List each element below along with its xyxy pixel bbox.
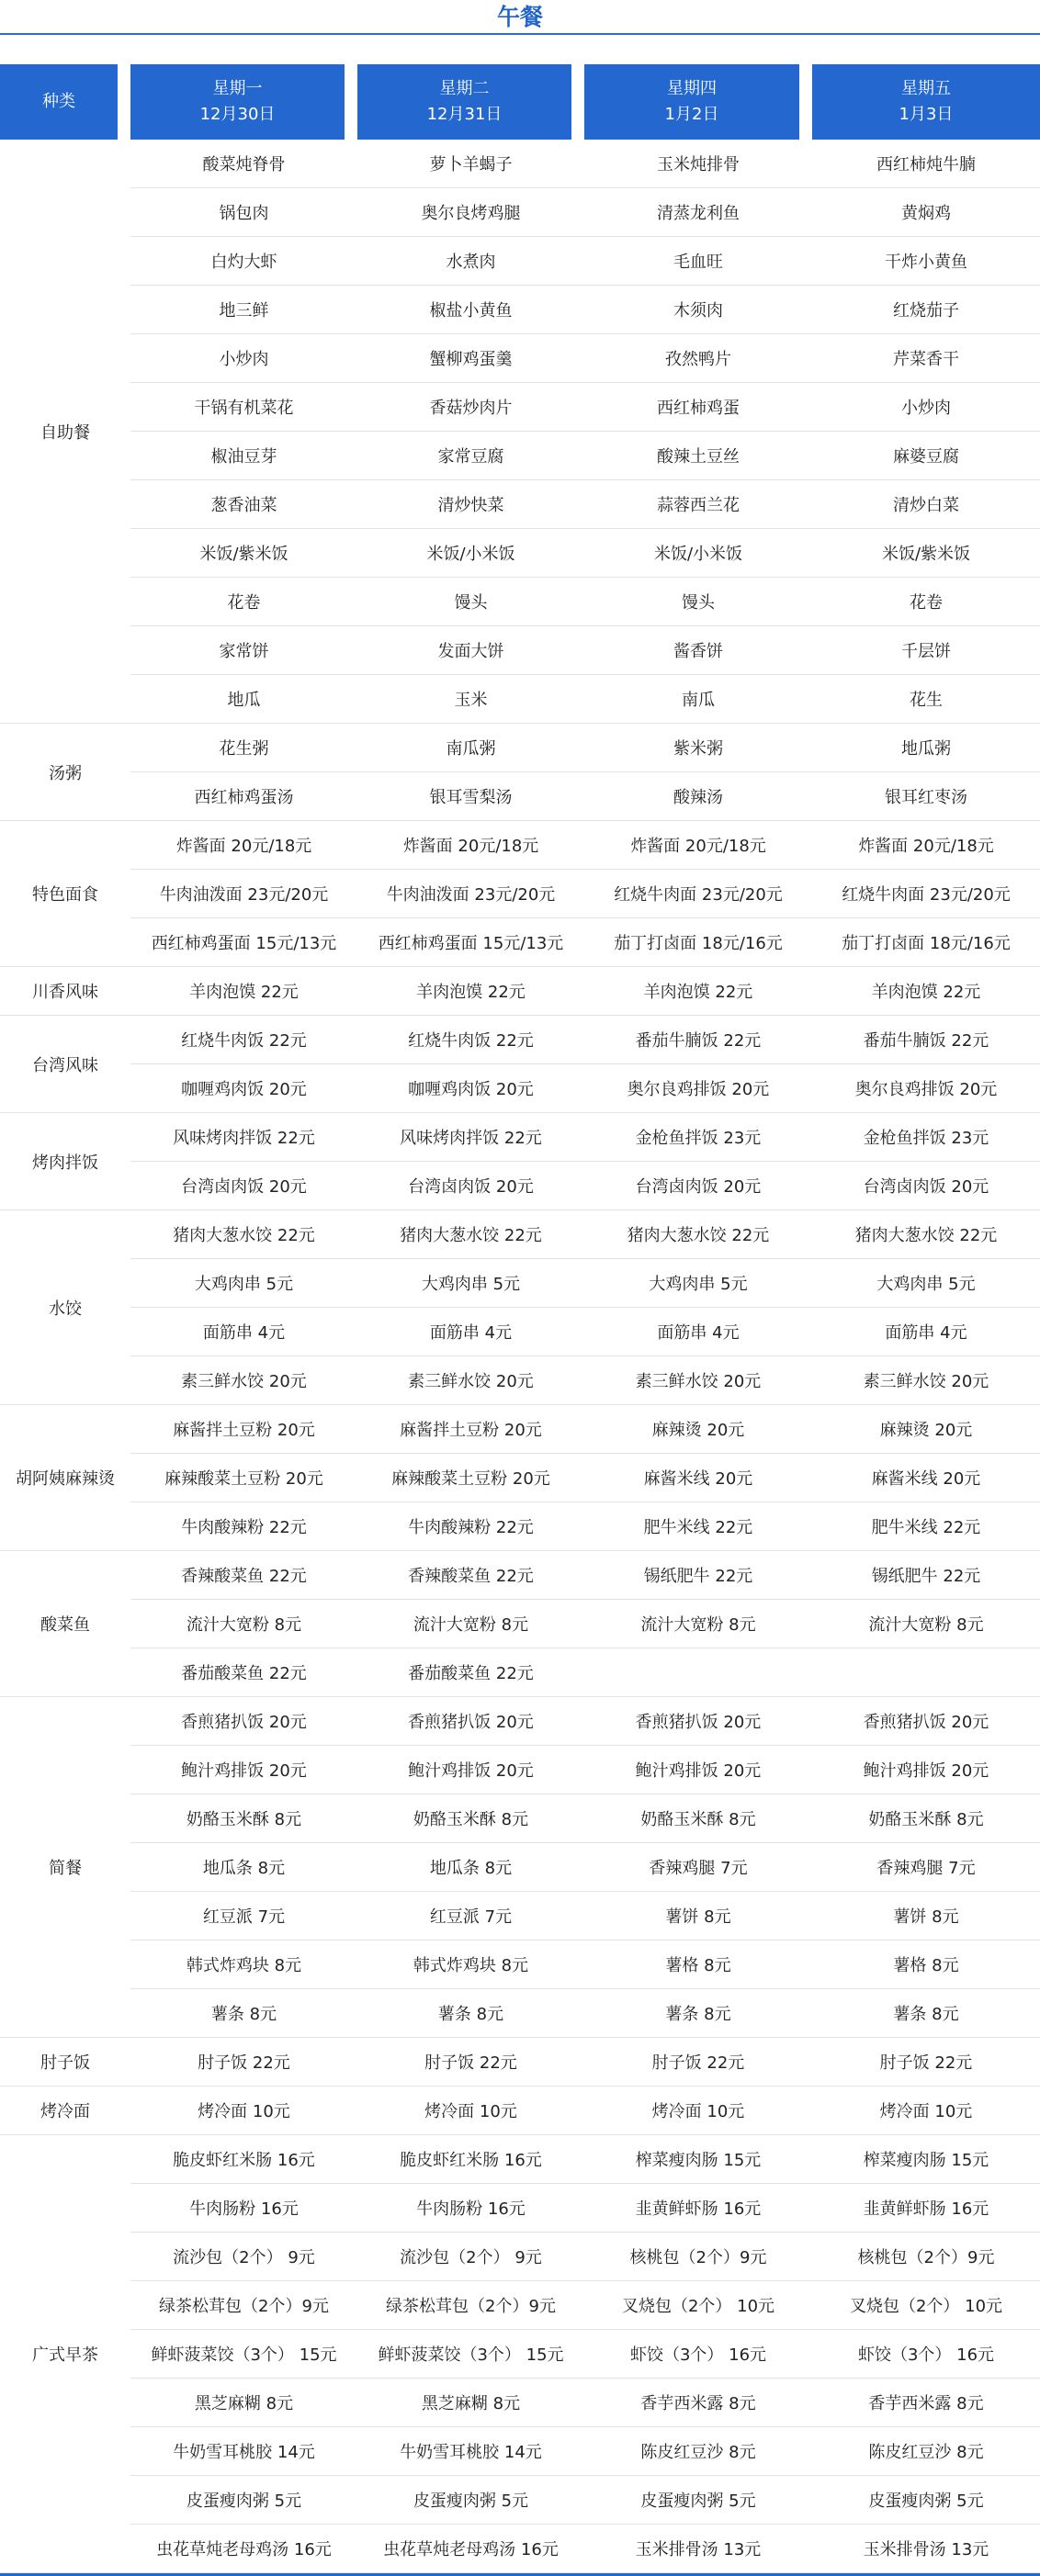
dish-cell: 发面大饼 [357,626,584,675]
dish-cell: 茄丁打卤面 18元/16元 [584,918,812,967]
dish-cell: 麻婆豆腐 [812,432,1040,480]
table-row [0,1502,1040,1551]
dish-cell: 麻辣烫 20元 [584,1405,812,1454]
dish-cell: 西红柿鸡蛋汤 [130,772,357,821]
dish-cell: 大鸡肉串 5元 [812,1259,1040,1308]
dish-cell: 西红柿鸡蛋面 15元/13元 [130,918,357,967]
dish-cell: 面筋串 4元 [584,1308,812,1356]
table-row [0,578,1040,626]
table-row [0,1794,1040,1843]
dish-cell: 西红柿鸡蛋 [584,383,812,432]
dish-cell: 南瓜粥 [357,724,584,772]
dish-cell: 流汁大宽粉 8元 [812,1600,1040,1648]
dish-cell: 红豆派 7元 [130,1892,357,1940]
header-date: 1月3日 [899,105,954,124]
dish-cell: 酱香饼 [584,626,812,675]
dish-cell: 奥尔良烤鸡腿 [357,188,584,237]
dish-cell: 小炒肉 [812,383,1040,432]
dish-cell: 蒜蓉西兰花 [584,480,812,529]
dish-cell: 大鸡肉串 5元 [584,1259,812,1308]
dish-cell: 香辣鸡腿 7元 [812,1843,1040,1892]
dish-cell: 香煎猪扒饭 20元 [130,1697,357,1746]
dish-cell: 南瓜 [584,675,812,724]
table-row [0,1551,1040,1600]
header-date: 12月31日 [426,105,503,124]
dish-cell: 台湾卤肉饭 20元 [130,1162,357,1210]
header-weekday: 星期二 [439,79,490,98]
dish-cell: 烤冷面 10元 [812,2087,1040,2135]
dish-cell: 猪肉大葱水饺 22元 [584,1210,812,1259]
category-cell: 肘子饭 [0,2038,130,2087]
table-row [0,2476,1040,2525]
dish-cell: 素三鲜水饺 20元 [812,1356,1040,1405]
dish-cell: 核桃包（2个）9元 [812,2233,1040,2281]
header-day-1 [130,64,357,140]
dish-cell: 大鸡肉串 5元 [357,1259,584,1308]
dish-cell: 面筋串 4元 [357,1308,584,1356]
dish-cell: 地瓜粥 [812,724,1040,772]
dish-cell: 千层饼 [812,626,1040,675]
table-row [0,675,1040,724]
dish-cell: 番茄牛腩饭 22元 [812,1016,1040,1064]
table-row [0,2135,1040,2184]
dish-cell: 皮蛋瘦肉粥 5元 [130,2476,357,2525]
dish-cell: 炸酱面 20元/18元 [130,821,357,870]
dish-cell: 榨菜瘦肉肠 15元 [812,2135,1040,2184]
dish-cell: 锅包肉 [130,188,357,237]
dish-cell: 香芋西米露 8元 [812,2379,1040,2427]
dish-cell: 白灼大虾 [130,237,357,286]
dish-cell: 虾饺（3个） 16元 [584,2330,812,2379]
table-row [0,2184,1040,2233]
dish-cell: 红烧牛肉饭 22元 [130,1016,357,1064]
dish-cell: 花生 [812,675,1040,724]
dish-cell: 韭黄鲜虾肠 16元 [584,2184,812,2233]
table-row [0,821,1040,870]
dish-cell: 叉烧包（2个） 10元 [584,2281,812,2330]
dish-cell: 牛肉酸辣粉 22元 [357,1502,584,1551]
header-day-4 [812,64,1040,140]
table-row [0,1162,1040,1210]
dish-cell: 面筋串 4元 [812,1308,1040,1356]
dish-cell: 薯格 8元 [584,1940,812,1989]
table-row [0,188,1040,237]
dish-cell: 清炒快菜 [357,480,584,529]
header-row [0,64,1040,140]
dish-cell: 炸酱面 20元/18元 [357,821,584,870]
table-row [0,724,1040,772]
dish-cell: 红烧牛肉面 23元/20元 [584,870,812,918]
dish-cell: 番茄牛腩饭 22元 [584,1016,812,1064]
dish-cell: 薯格 8元 [812,1940,1040,1989]
page-title: 午餐 [0,0,1040,35]
dish-cell: 绿茶松茸包（2个）9元 [357,2281,584,2330]
dish-cell: 红豆派 7元 [357,1892,584,1940]
dish-cell: 韩式炸鸡块 8元 [357,1940,584,1989]
header-date: 12月30日 [199,105,276,124]
dish-cell: 皮蛋瘦肉粥 5元 [584,2476,812,2525]
dish-cell: 肘子饭 22元 [812,2038,1040,2087]
table-row [0,2379,1040,2427]
dish-cell: 银耳红枣汤 [812,772,1040,821]
dish-cell: 红烧牛肉面 23元/20元 [812,870,1040,918]
table-row [0,1308,1040,1356]
table-row [0,2525,1040,2573]
dish-cell: 鲍汁鸡排饭 20元 [812,1746,1040,1794]
table-row [0,2330,1040,2379]
dish-cell: 干炸小黄鱼 [812,237,1040,286]
dish-cell: 地瓜 [130,675,357,724]
category-cell: 自助餐 [0,140,130,724]
dish-cell: 虫花草炖老母鸡汤 16元 [130,2525,357,2573]
dish-cell: 风味烤肉拌饭 22元 [357,1113,584,1162]
category-cell: 台湾风味 [0,1016,130,1113]
dish-cell: 花卷 [130,578,357,626]
category-cell: 胡阿姨麻辣烫 [0,1405,130,1551]
dish-cell: 椒油豆芽 [130,432,357,480]
dish-cell [584,1648,812,1697]
dish-cell: 地三鲜 [130,286,357,334]
menu-body [0,140,1040,2573]
table-row [0,1600,1040,1648]
table-row [0,1356,1040,1405]
dish-cell: 清炒白菜 [812,480,1040,529]
header-weekday: 星期四 [667,79,717,98]
dish-cell: 肘子饭 22元 [130,2038,357,2087]
table-row [0,1892,1040,1940]
dish-cell: 叉烧包（2个） 10元 [812,2281,1040,2330]
category-cell: 汤粥 [0,724,130,821]
dish-cell: 茄丁打卤面 18元/16元 [812,918,1040,967]
dish-cell: 流汁大宽粉 8元 [584,1600,812,1648]
lunch-menu-table [0,64,1040,2573]
table-row [0,870,1040,918]
table-row [0,432,1040,480]
dish-cell: 麻酱米线 20元 [812,1454,1040,1502]
dish-cell: 家常豆腐 [357,432,584,480]
dish-cell: 毛血旺 [584,237,812,286]
dish-cell: 麻辣酸菜土豆粉 20元 [357,1454,584,1502]
table-row [0,2427,1040,2476]
dish-cell: 流汁大宽粉 8元 [130,1600,357,1648]
dish-cell: 皮蛋瘦肉粥 5元 [812,2476,1040,2525]
header-date: 1月2日 [664,105,719,124]
dish-cell: 鲍汁鸡排饭 20元 [130,1746,357,1794]
dish-cell: 地瓜条 8元 [357,1843,584,1892]
table-row [0,772,1040,821]
dish-cell: 烤冷面 10元 [357,2087,584,2135]
dish-cell: 香菇炒肉片 [357,383,584,432]
dish-cell: 玉米炖排骨 [584,140,812,188]
dish-cell: 肘子饭 22元 [357,2038,584,2087]
dish-cell: 羊肉泡馍 22元 [812,967,1040,1016]
dish-cell: 清蒸龙利鱼 [584,188,812,237]
dish-cell: 奥尔良鸡排饭 20元 [812,1064,1040,1113]
header-day-3 [584,64,812,140]
dish-cell: 奶酪玉米酥 8元 [584,1794,812,1843]
dish-cell: 木须肉 [584,286,812,334]
dish-cell: 薯条 8元 [584,1989,812,2038]
dish-cell: 奶酪玉米酥 8元 [357,1794,584,1843]
dish-cell: 台湾卤肉饭 20元 [812,1162,1040,1210]
dish-cell: 麻辣酸菜土豆粉 20元 [130,1454,357,1502]
dish-cell: 香煎猪扒饭 20元 [584,1697,812,1746]
dish-cell: 酸辣汤 [584,772,812,821]
dish-cell: 香煎猪扒饭 20元 [357,1697,584,1746]
category-cell: 川香风味 [0,967,130,1016]
dish-cell: 花生粥 [130,724,357,772]
table-row [0,383,1040,432]
dish-cell: 葱香油菜 [130,480,357,529]
dish-cell: 小炒肉 [130,334,357,383]
table-row [0,286,1040,334]
dish-cell: 香辣酸菜鱼 22元 [357,1551,584,1600]
dish-cell: 鲍汁鸡排饭 20元 [357,1746,584,1794]
dish-cell: 牛肉油泼面 23元/20元 [130,870,357,918]
table-row [0,2281,1040,2330]
dish-cell: 薯饼 8元 [812,1892,1040,1940]
dish-cell: 地瓜条 8元 [130,1843,357,1892]
dish-cell: 薯条 8元 [357,1989,584,2038]
dish-cell: 羊肉泡馍 22元 [584,967,812,1016]
dish-cell: 芹菜香干 [812,334,1040,383]
dish-cell: 金枪鱼拌饭 23元 [812,1113,1040,1162]
dish-cell: 玉米排骨汤 13元 [812,2525,1040,2573]
dish-cell: 皮蛋瘦肉粥 5元 [357,2476,584,2525]
dish-cell: 鲜虾菠菜饺（3个） 15元 [357,2330,584,2379]
dish-cell: 脆皮虾红米肠 16元 [357,2135,584,2184]
header-weekday: 星期五 [901,79,951,98]
dish-cell: 素三鲜水饺 20元 [584,1356,812,1405]
table-row [0,967,1040,1016]
dish-cell: 馒头 [584,578,812,626]
table-row [0,2087,1040,2135]
table-row [0,237,1040,286]
dish-cell: 麻酱拌土豆粉 20元 [130,1405,357,1454]
dish-cell: 馒头 [357,578,584,626]
table-row [0,140,1040,188]
dish-cell: 核桃包（2个）9元 [584,2233,812,2281]
header-category: 种类 [0,64,130,140]
dish-cell: 台湾卤肉饭 20元 [357,1162,584,1210]
dish-cell: 陈皮红豆沙 8元 [584,2427,812,2476]
dish-cell: 黑芝麻糊 8元 [130,2379,357,2427]
dish-cell: 牛肉肠粉 16元 [357,2184,584,2233]
dish-cell: 紫米粥 [584,724,812,772]
dish-cell: 炸酱面 20元/18元 [812,821,1040,870]
dish-cell: 玉米排骨汤 13元 [584,2525,812,2573]
table-row [0,1454,1040,1502]
header-day-2 [357,64,584,140]
dish-cell: 脆皮虾红米肠 16元 [130,2135,357,2184]
dish-cell: 面筋串 4元 [130,1308,357,1356]
dish-cell: 薯饼 8元 [584,1892,812,1940]
dish-cell: 猪肉大葱水饺 22元 [130,1210,357,1259]
dish-cell: 流沙包（2个） 9元 [357,2233,584,2281]
dish-cell: 香芋西米露 8元 [584,2379,812,2427]
category-cell: 烤肉拌饭 [0,1113,130,1210]
category-cell: 水饺 [0,1210,130,1405]
dish-cell: 薯条 8元 [812,1989,1040,2038]
dish-cell: 黑芝麻糊 8元 [357,2379,584,2427]
dish-cell: 大鸡肉串 5元 [130,1259,357,1308]
table-row [0,1259,1040,1308]
table-row [0,2233,1040,2281]
table-row [0,1843,1040,1892]
dish-cell: 鲍汁鸡排饭 20元 [584,1746,812,1794]
dish-cell: 羊肉泡馍 22元 [130,967,357,1016]
dish-cell: 牛肉酸辣粉 22元 [130,1502,357,1551]
dish-cell: 陈皮红豆沙 8元 [812,2427,1040,2476]
table-row [0,1940,1040,1989]
dish-cell: 玉米 [357,675,584,724]
dish-cell: 薯条 8元 [130,1989,357,2038]
dish-cell: 台湾卤肉饭 20元 [584,1162,812,1210]
dish-cell: 麻酱米线 20元 [584,1454,812,1502]
table-row [0,1405,1040,1454]
dish-cell: 绿茶松茸包（2个）9元 [130,2281,357,2330]
dish-cell: 炸酱面 20元/18元 [584,821,812,870]
dish-cell: 花卷 [812,578,1040,626]
dish-cell: 虾饺（3个） 16元 [812,2330,1040,2379]
dish-cell: 米饭/小米饭 [584,529,812,578]
dish-cell: 锡纸肥牛 22元 [812,1551,1040,1600]
dish-cell: 椒盐小黄鱼 [357,286,584,334]
dish-cell: 黄焖鸡 [812,188,1040,237]
category-cell: 特色面食 [0,821,130,967]
category-cell: 广式早茶 [0,2135,130,2573]
category-cell: 酸菜鱼 [0,1551,130,1697]
dish-cell: 牛肉油泼面 23元/20元 [357,870,584,918]
dish-cell: 烤冷面 10元 [584,2087,812,2135]
table-row [0,480,1040,529]
dish-cell: 素三鲜水饺 20元 [357,1356,584,1405]
dish-cell: 羊肉泡馍 22元 [357,967,584,1016]
dish-cell: 米饭/紫米饭 [812,529,1040,578]
dish-cell: 家常饼 [130,626,357,675]
dish-cell: 牛奶雪耳桃胶 14元 [130,2427,357,2476]
table-row [0,2038,1040,2087]
dish-cell: 红烧牛肉饭 22元 [357,1016,584,1064]
dish-cell: 肥牛米线 22元 [812,1502,1040,1551]
table-row [0,1697,1040,1746]
dish-cell: 榨菜瘦肉肠 15元 [584,2135,812,2184]
dish-cell: 猪肉大葱水饺 22元 [357,1210,584,1259]
dish-cell: 麻辣烫 20元 [812,1405,1040,1454]
dish-cell: 虫花草炖老母鸡汤 16元 [357,2525,584,2573]
dish-cell: 肘子饭 22元 [584,2038,812,2087]
header-weekday: 星期一 [212,79,263,98]
category-cell: 简餐 [0,1697,130,2038]
dish-cell: 香辣酸菜鱼 22元 [130,1551,357,1600]
dish-cell: 孜然鸭片 [584,334,812,383]
dish-cell: 酸菜炖脊骨 [130,140,357,188]
dish-cell: 米饭/紫米饭 [130,529,357,578]
dish-cell: 米饭/小米饭 [357,529,584,578]
dish-cell: 蟹柳鸡蛋羹 [357,334,584,383]
table-row [0,1648,1040,1697]
dish-cell: 奥尔良鸡排饭 20元 [584,1064,812,1113]
dish-cell: 奶酪玉米酥 8元 [812,1794,1040,1843]
dish-cell: 流汁大宽粉 8元 [357,1600,584,1648]
dish-cell: 咖喱鸡肉饭 20元 [130,1064,357,1113]
dish-cell: 西红柿炖牛腩 [812,140,1040,188]
category-cell: 烤冷面 [0,2087,130,2135]
dish-cell: 烤冷面 10元 [130,2087,357,2135]
table-row [0,1064,1040,1113]
dish-cell: 西红柿鸡蛋面 15元/13元 [357,918,584,967]
dish-cell: 风味烤肉拌饭 22元 [130,1113,357,1162]
dish-cell: 番茄酸菜鱼 22元 [357,1648,584,1697]
dish-cell: 香煎猪扒饭 20元 [812,1697,1040,1746]
dish-cell: 干锅有机菜花 [130,383,357,432]
table-row [0,1989,1040,2038]
dish-cell: 红烧茄子 [812,286,1040,334]
table-row [0,1210,1040,1259]
dish-cell: 牛肉肠粉 16元 [130,2184,357,2233]
dish-cell: 酸辣土豆丝 [584,432,812,480]
table-row [0,529,1040,578]
dish-cell: 银耳雪梨汤 [357,772,584,821]
dish-cell: 牛奶雪耳桃胶 14元 [357,2427,584,2476]
dish-cell: 素三鲜水饺 20元 [130,1356,357,1405]
dish-cell: 水煮肉 [357,237,584,286]
dish-cell: 肥牛米线 22元 [584,1502,812,1551]
dish-cell: 韭黄鲜虾肠 16元 [812,2184,1040,2233]
dish-cell: 鲜虾菠菜饺（3个） 15元 [130,2330,357,2379]
table-row [0,334,1040,383]
dish-cell: 番茄酸菜鱼 22元 [130,1648,357,1697]
table-row [0,1113,1040,1162]
dish-cell: 韩式炸鸡块 8元 [130,1940,357,1989]
dish-cell: 猪肉大葱水饺 22元 [812,1210,1040,1259]
table-row [0,1746,1040,1794]
dish-cell [812,1648,1040,1697]
table-row [0,626,1040,675]
dish-cell: 麻酱拌土豆粉 20元 [357,1405,584,1454]
dish-cell: 流沙包（2个） 9元 [130,2233,357,2281]
table-row [0,918,1040,967]
table-row [0,1016,1040,1064]
dish-cell: 锡纸肥牛 22元 [584,1551,812,1600]
dish-cell: 香辣鸡腿 7元 [584,1843,812,1892]
dish-cell: 萝卜羊蝎子 [357,140,584,188]
dish-cell: 奶酪玉米酥 8元 [130,1794,357,1843]
dish-cell: 咖喱鸡肉饭 20元 [357,1064,584,1113]
dish-cell: 金枪鱼拌饭 23元 [584,1113,812,1162]
